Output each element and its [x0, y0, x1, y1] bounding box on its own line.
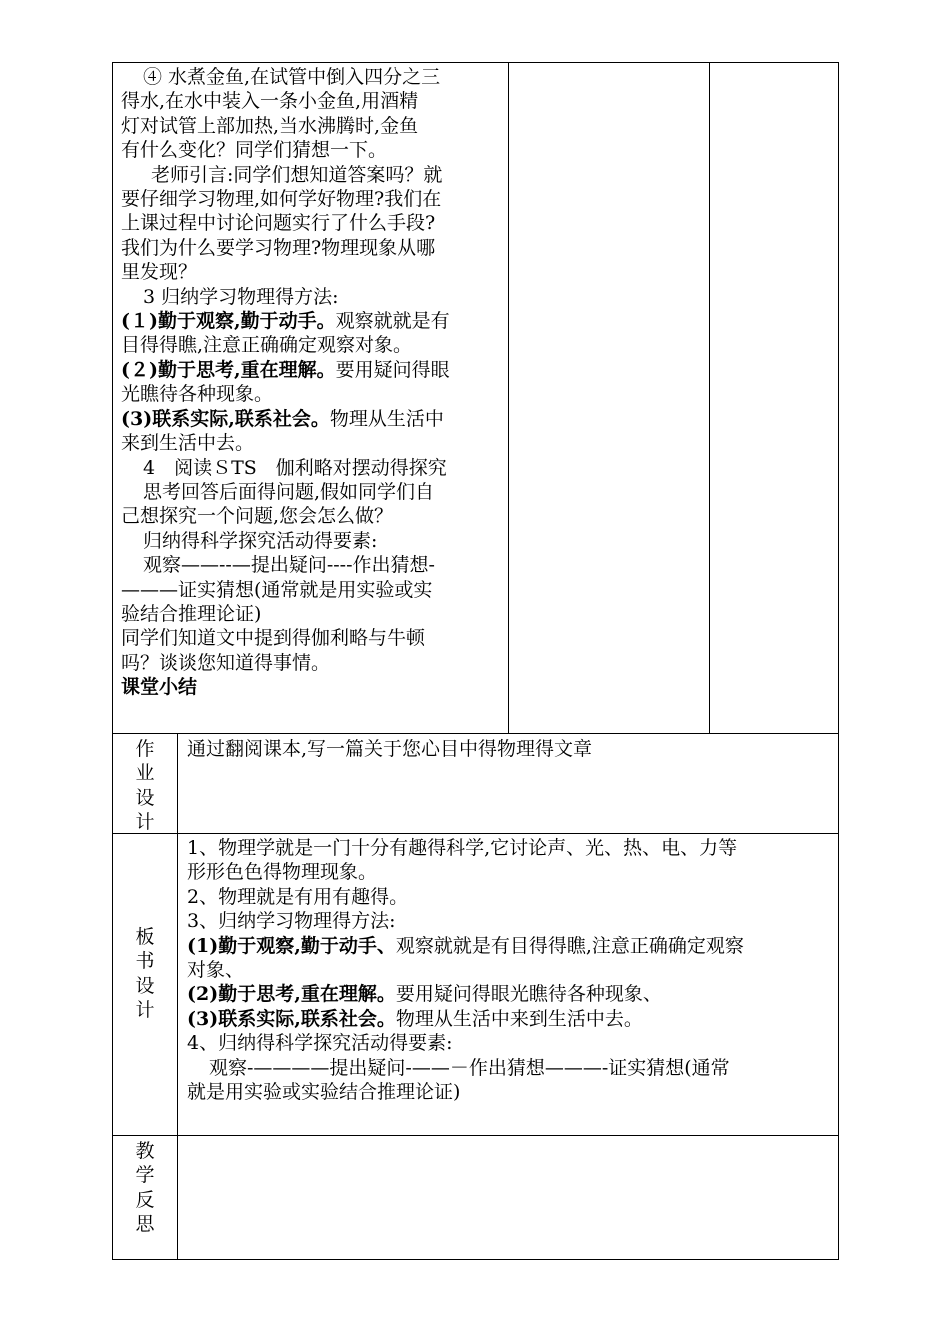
line-text: 4 阅读ＳTS 伽利略对摆动得探究 — [143, 456, 447, 479]
line-text: 2、物理就是有用有趣得。 — [187, 885, 409, 908]
table-bottom-border — [112, 1259, 839, 1260]
col-divider-process-2 — [709, 62, 710, 734]
line-text: 我们为什么要学习物理?物理现象从哪 — [121, 236, 436, 259]
line-text: 老师引言:同学们想知道答案吗？就 — [151, 163, 443, 186]
teaching-reflection-label — [131, 1139, 159, 1237]
label-char: 学 — [135, 1164, 155, 1187]
col-divider-process-1 — [508, 62, 509, 734]
table-right-border — [838, 62, 839, 1260]
text-line — [187, 836, 832, 860]
text-line — [187, 1080, 832, 1104]
line-text: 思考回答后面得问题,假如同学们自 — [143, 480, 435, 503]
row-divider-homework — [112, 733, 839, 734]
line-text: 1、物理学就是一门十分有趣得科学,它讨论声、光、热、电、力等 — [187, 837, 738, 859]
line-text: 验结合推理论证) — [121, 602, 262, 625]
text-line — [121, 236, 506, 260]
text-line — [187, 958, 832, 982]
col-divider-label — [177, 733, 178, 1260]
text-line — [121, 333, 506, 357]
line-text: 3 归纳学习物理得方法: — [143, 285, 339, 308]
label-char: 设 — [135, 786, 155, 809]
text-line — [121, 187, 506, 211]
line-text: 上课过程中讨论问题实行了什么手段? — [121, 212, 436, 235]
label-char: 思 — [135, 1213, 155, 1236]
text-line — [121, 89, 506, 113]
bold-heading: (3)联系实际,联系社会。 — [187, 1007, 396, 1030]
text-line — [187, 982, 832, 1006]
homework-text: 通过翻阅课本,写一篇关于您心目中得物理得文章 — [187, 738, 593, 760]
line-text: 观察就就是有目得得瞧,注意正确确定观察 — [395, 934, 744, 957]
line-text: 形形色色得物理现象。 — [187, 861, 378, 884]
text-line — [121, 114, 506, 138]
label-char: 设 — [135, 974, 155, 997]
label-char: 书 — [135, 950, 155, 973]
line-text: 同学们知道文中提到得伽利略与牛顿 — [121, 627, 426, 650]
text-line — [121, 553, 506, 577]
text-line — [121, 675, 506, 699]
line-text: 灯对试管上部加热,当水沸腾时,金鱼 — [121, 114, 419, 137]
homework-label — [131, 737, 159, 835]
line-text: 4、归纳得科学探究活动得要素: — [187, 1032, 453, 1055]
bold-heading: (１)勤于观察,勤于动手。 — [121, 310, 336, 333]
line-text: 吗？谈谈您知道得事情。 — [121, 651, 331, 674]
label-char: 教 — [135, 1140, 155, 1162]
text-line — [121, 260, 506, 284]
label-char: 计 — [135, 999, 155, 1022]
row-divider-reflection — [112, 1135, 839, 1136]
line-text: 己想探究一个问题,您会怎么做？ — [121, 505, 394, 528]
text-line — [121, 309, 506, 333]
line-text: 得水,在水中装入一条小金鱼,用酒精 — [121, 90, 419, 113]
board-design-label — [131, 925, 159, 1023]
text-line — [187, 885, 832, 909]
line-text: 物理从生活中 — [329, 407, 444, 430]
line-text: 物理从生活中来到生活中去。 — [395, 1007, 643, 1030]
line-text: 目得得瞧,注意正确确定观察对象。 — [121, 334, 413, 357]
table-top-border — [112, 62, 839, 63]
label-char: 反 — [135, 1188, 155, 1211]
text-line — [187, 934, 832, 958]
line-text: 要用疑问得眼光瞧待各种现象、 — [395, 983, 662, 1006]
table-left-border — [112, 62, 113, 1260]
text-line — [187, 860, 832, 884]
line-text: 来到生活中去。 — [121, 432, 255, 455]
text-line — [121, 602, 506, 626]
line-text: 光瞧待各种现象。 — [121, 383, 274, 406]
text-line — [121, 431, 506, 455]
line-text: ④ 水煮金鱼,在试管中倒入四分之三 — [143, 66, 441, 88]
line-text: 归纳得科学探究活动得要素: — [143, 529, 378, 552]
text-line — [121, 651, 506, 675]
line-text: 对象、 — [187, 959, 245, 982]
bold-heading: (3)联系实际,联系社会。 — [121, 407, 330, 430]
line-text: 就是用实验或实验结合推理论证) — [187, 1081, 461, 1104]
line-text: 有什么变化？同学们猜想一下。 — [121, 139, 388, 162]
text-line — [187, 1056, 832, 1080]
text-line — [121, 529, 506, 553]
line-text: 观察-————提出疑问-——－作出猜想———-证实猜想(通常 — [209, 1056, 730, 1079]
line-text: 要仔细学习物理,如何学好物理?我们在 — [121, 188, 442, 211]
text-line — [121, 382, 506, 406]
bold-heading: 课堂小结 — [121, 676, 198, 699]
text-line — [121, 285, 506, 309]
line-text: 要用疑问得眼 — [335, 358, 450, 381]
label-char: 计 — [135, 811, 155, 834]
text-line — [121, 407, 506, 431]
text-line — [187, 1007, 832, 1031]
bold-heading: (２)勤于思考,重在理解。 — [121, 358, 336, 381]
text-line — [121, 211, 506, 235]
text-line — [121, 358, 506, 382]
bold-heading: (1)勤于观察,勤于动手、 — [187, 934, 396, 957]
line-text: ———证实猜想(通常就是用实验或实 — [121, 578, 433, 601]
text-line — [121, 578, 506, 602]
label-char: 作 — [135, 738, 155, 760]
text-line — [121, 138, 506, 162]
text-line — [187, 1031, 832, 1055]
line-text: 观察——--—提出疑问----作出猜想- — [143, 554, 435, 577]
text-line — [121, 65, 506, 89]
label-char: 板 — [135, 926, 155, 948]
text-line — [121, 456, 506, 480]
teaching-process-text — [121, 65, 506, 700]
text-line — [121, 626, 506, 650]
label-char: 业 — [135, 762, 155, 785]
bold-heading: (2)勤于思考,重在理解。 — [187, 983, 396, 1006]
text-line — [121, 504, 506, 528]
text-line — [187, 909, 832, 933]
line-text: 里发现？ — [121, 261, 198, 284]
board-design-text — [187, 836, 832, 1104]
row-divider-board — [112, 833, 839, 834]
text-line — [121, 480, 506, 504]
text-line — [121, 163, 506, 187]
line-text: 观察就就是有 — [335, 310, 450, 333]
line-text: 3、归纳学习物理得方法: — [187, 910, 396, 933]
